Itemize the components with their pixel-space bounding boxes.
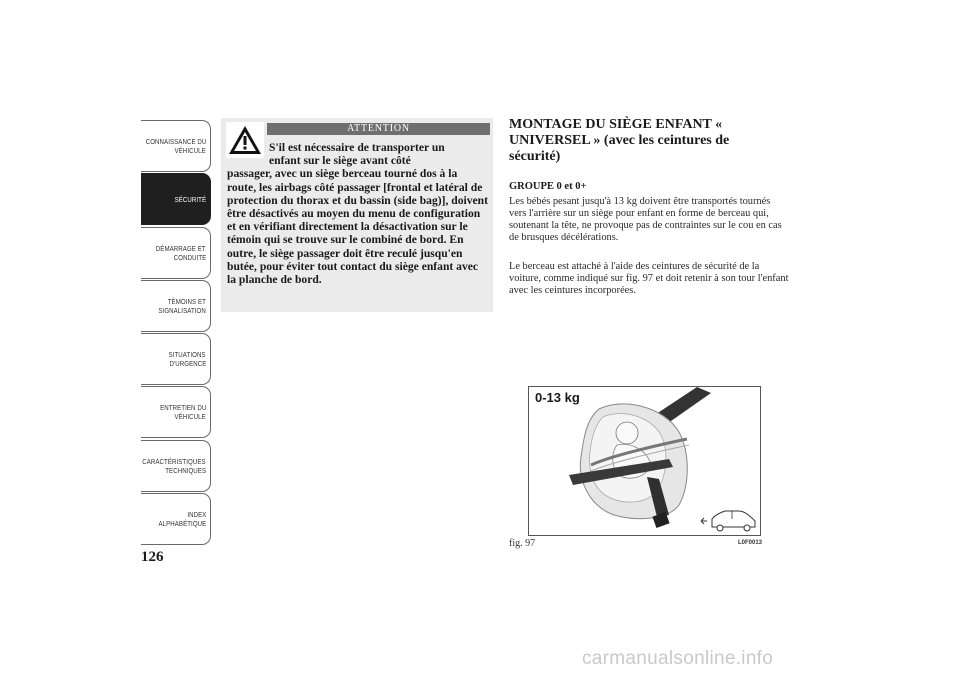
warning-title: ATTENTION	[267, 123, 490, 135]
paragraph-2: Le berceau est attaché à l'aide des ceintures de sécurité de la voiture, comme indiqué sur fig. 97 et doit retenir à son tour l'enfant avec les ceintures incorporées.	[509, 261, 789, 296]
tab-label: ENTRETIEN DU	[159, 403, 206, 413]
child-seat-illustration	[529, 387, 761, 536]
tab-demarrage-et-conduite[interactable]	[141, 227, 211, 279]
tab-label: SÉCURITÉ	[174, 194, 206, 204]
tab-label: SIGNALISATION	[158, 305, 206, 315]
tab-connaissance-du-vehicule[interactable]	[141, 120, 211, 172]
tab-label: VÉHICULE	[174, 146, 206, 155]
page-number: 126	[141, 549, 164, 565]
warning-text	[227, 141, 489, 286]
tab-securite[interactable]	[141, 173, 211, 225]
tab-label: D'URGENCE	[169, 359, 206, 369]
tab-label: VÉHICULE	[174, 412, 206, 422]
chapter-sidebar	[141, 120, 211, 546]
tab-situations-durgence[interactable]	[141, 333, 211, 385]
warning-line-1: S'il est nécessaire de transporter un	[269, 141, 445, 154]
tab-label: INDEX	[186, 510, 206, 520]
figure-caption: fig. 97	[509, 538, 536, 549]
tab-label: TECHNIQUES	[165, 465, 206, 475]
tab-label: CONNAISSANCE DU	[145, 137, 206, 146]
paragraph-1: Les bébés pesant jusqu'à 13 kg doivent être transportés tournés vers l'arrière sur un siège pour enfant en forme de berceau qui, soutenant la tête, ne provoque pas de contraintes sur le cou en cas de brusques décélérations.	[509, 196, 782, 243]
figure-code: L0F0013	[738, 540, 763, 546]
section-heading: MONTAGE DU SIÈGE ENFANT « UNIVERSEL » (avec les ceintures de sécurité)	[509, 117, 730, 164]
tab-caracteristiques-techniques[interactable]	[141, 440, 211, 492]
watermark: carmanualsonline.info	[582, 648, 774, 669]
tab-label: CONDUITE	[173, 252, 206, 262]
tab-label: SITUATIONS	[168, 350, 206, 360]
tab-entretien-du-vehicule[interactable]	[141, 386, 211, 438]
tab-temoins-et-signalisation[interactable]	[141, 280, 211, 332]
section-subheading: GROUPE 0 et 0+	[509, 181, 587, 192]
tab-label: DÉMARRAGE ET	[156, 243, 206, 253]
tab-label: ALPHABÉTIQUE	[158, 519, 206, 529]
tab-label: TÉMOINS ET	[167, 296, 206, 306]
tab-index-alphabetique[interactable]	[141, 493, 211, 545]
warning-body: passager, avec un siège berceau tourné dos à la route, les airbags côté passager [frontal et latéral de protection du thorax et du bassin (side bag)], doivent être désactivés au moyen du menu de configuration et en vérifiant directement la désactivation sur le témoin qui se trouve sur le combiné de bord. En outre, le siège passager doit être reculé jusqu'en butée, pour éviter tout contact du siège enfant avec la planche de bord.	[227, 167, 488, 287]
warning-line-2: enfant sur le siège avant côté	[269, 154, 411, 168]
warning-box	[221, 118, 493, 312]
figure-weight-label: 0-13 kg	[535, 390, 580, 405]
tab-label: CARACTÉRISTIQUES	[142, 456, 206, 466]
figure-97	[528, 386, 761, 536]
